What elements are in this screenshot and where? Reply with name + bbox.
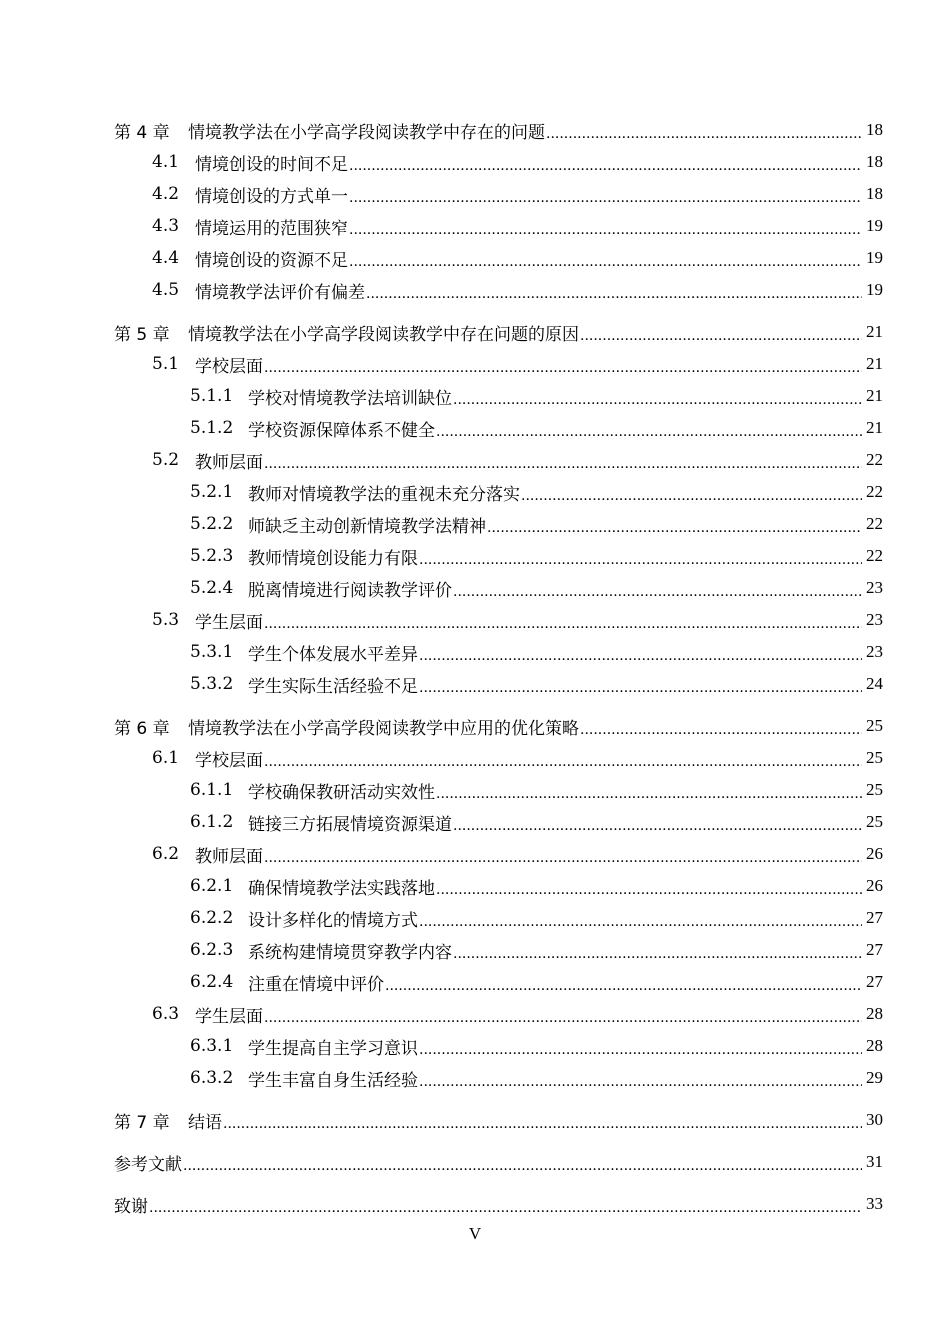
toc-subsection-entry[interactable]	[114, 934, 883, 966]
toc-entry-number: 5.1	[152, 354, 180, 374]
toc-subsection-entry[interactable]	[114, 476, 883, 508]
toc-entry-number: 5.2.3	[190, 546, 234, 566]
toc-entry-page: 18	[866, 184, 883, 203]
toc-dot-leader	[223, 1113, 862, 1131]
toc-entry-page: 23	[866, 642, 883, 661]
toc-dot-leader	[264, 357, 862, 375]
toc-entry-page: 25	[866, 780, 883, 799]
toc-entry-number: 4.3	[152, 216, 180, 236]
toc-dot-leader	[436, 783, 862, 801]
toc-entry-number: 5.3	[152, 610, 180, 630]
toc-entry-number: 6.2	[152, 844, 180, 864]
toc-chapter-entry[interactable]	[114, 1188, 883, 1220]
toc-entry-title: 情境创设的资源不足	[195, 250, 348, 271]
toc-subsection-entry[interactable]	[114, 806, 883, 838]
toc-dot-leader	[453, 943, 862, 961]
toc-entry-title: 教师对情境教学法的重视未充分落实	[248, 484, 520, 505]
toc-entry-number: 第 7 章	[114, 1112, 170, 1133]
toc-section-entry[interactable]	[114, 274, 883, 306]
toc-entry-title: 注重在情境中评价	[248, 974, 384, 995]
toc-subsection-entry[interactable]	[114, 902, 883, 934]
toc-entry-number: 6.1.2	[190, 812, 234, 832]
toc-section-entry[interactable]	[114, 742, 883, 774]
toc-entry-title: 结语	[188, 1112, 222, 1133]
toc-entry-page: 25	[866, 716, 883, 735]
toc-subsection-entry[interactable]	[114, 572, 883, 604]
toc-dot-leader	[349, 251, 862, 269]
toc-entry-page: 27	[866, 908, 883, 927]
toc-entry-page: 19	[866, 280, 883, 299]
toc-section-entry[interactable]	[114, 146, 883, 178]
toc-entry-number: 4.1	[152, 152, 180, 172]
toc-entry-number: 6.2.3	[190, 940, 234, 960]
toc-entry-page: 28	[866, 1036, 883, 1055]
toc-entry-page: 27	[866, 940, 883, 959]
toc-entry-title: 学生层面	[195, 612, 263, 633]
toc-chapter-entry[interactable]	[114, 710, 883, 742]
toc-entry-title: 学生实际生活经验不足	[248, 676, 418, 697]
toc-subsection-entry[interactable]	[114, 636, 883, 668]
toc-entry-number: 第 6 章	[114, 718, 170, 739]
toc-entry-title: 学校层面	[195, 750, 263, 771]
toc-dot-leader	[419, 677, 862, 695]
toc-entry-page: 26	[866, 876, 883, 895]
toc-dot-leader	[419, 549, 862, 567]
toc-section-entry[interactable]	[114, 444, 883, 476]
toc-entry-title: 情境运用的范围狭窄	[195, 218, 348, 239]
toc-entry-title: 确保情境教学法实践落地	[248, 878, 435, 899]
toc-dot-leader	[149, 1197, 862, 1215]
toc-entry-number: 4.5	[152, 280, 180, 300]
toc-entry-number: 6.2.1	[190, 876, 234, 896]
toc-section-entry[interactable]	[114, 348, 883, 380]
toc-entry-page: 21	[866, 354, 883, 373]
toc-subsection-entry[interactable]	[114, 668, 883, 700]
toc-chapter-entry[interactable]	[114, 1146, 883, 1178]
toc-subsection-entry[interactable]	[114, 966, 883, 998]
toc-entry-number: 6.3.2	[190, 1068, 234, 1088]
toc-entry-page: 33	[866, 1194, 883, 1213]
toc-entry-title: 教师层面	[195, 452, 263, 473]
toc-dot-leader	[349, 155, 862, 173]
toc-entry-number: 5.2	[152, 450, 180, 470]
toc-entry-page: 25	[866, 748, 883, 767]
toc-section-entry[interactable]	[114, 178, 883, 210]
toc-dot-leader	[419, 911, 862, 929]
toc-entry-title: 情境创设的方式单一	[195, 186, 348, 207]
toc-entry-title: 致谢	[114, 1196, 148, 1217]
toc-dot-leader	[419, 645, 862, 663]
toc-dot-leader	[487, 517, 862, 535]
toc-entry-page: 24	[866, 674, 883, 693]
toc-entry-number: 5.2.1	[190, 482, 234, 502]
toc-entry-title: 链接三方拓展情境资源渠道	[248, 814, 452, 835]
toc-entry-title: 师缺乏主动创新情境教学法精神	[248, 516, 486, 537]
toc-subsection-entry[interactable]	[114, 870, 883, 902]
toc-chapter-entry[interactable]	[114, 316, 883, 348]
toc-entry-number: 4.4	[152, 248, 180, 268]
toc-entry-page: 21	[866, 386, 883, 405]
toc-entry-number: 5.3.1	[190, 642, 234, 662]
toc-dot-leader	[349, 187, 862, 205]
toc-subsection-entry[interactable]	[114, 412, 883, 444]
toc-entry-page: 26	[866, 844, 883, 863]
toc-entry-page: 18	[866, 152, 883, 171]
toc-chapter-entry[interactable]	[114, 1104, 883, 1136]
toc-dot-leader	[453, 389, 862, 407]
toc-entry-title: 学生个体发展水平差异	[248, 644, 418, 665]
toc-entry-page: 19	[866, 248, 883, 267]
toc-entry-number: 5.2.2	[190, 514, 234, 534]
toc-subsection-entry[interactable]	[114, 508, 883, 540]
toc-entry-title: 学校层面	[195, 356, 263, 377]
toc-entry-page: 23	[866, 578, 883, 597]
toc-entry-page: 25	[866, 812, 883, 831]
toc-entry-title: 情境教学法评价有偏差	[195, 282, 365, 303]
toc-entry-number: 第 4 章	[114, 122, 170, 143]
toc-entry-title: 情境创设的时间不足	[195, 154, 348, 175]
toc-dot-leader	[264, 847, 862, 865]
toc-entry-number: 5.1.1	[190, 386, 234, 406]
toc-entry-title: 脱离情境进行阅读教学评价	[248, 580, 452, 601]
toc-subsection-entry[interactable]	[114, 380, 883, 412]
toc-entry-page: 22	[866, 482, 883, 501]
toc-dot-leader	[436, 421, 862, 439]
toc-dot-leader	[419, 1039, 862, 1057]
toc-dot-leader	[264, 1007, 862, 1025]
toc-subsection-entry[interactable]	[114, 1030, 883, 1062]
toc-section-entry[interactable]	[114, 604, 883, 636]
toc-subsection-entry[interactable]	[114, 1062, 883, 1094]
toc-entry-number: 5.1.2	[190, 418, 234, 438]
toc-dot-leader	[453, 815, 862, 833]
toc-entry-title: 学校确保教研活动实效性	[248, 782, 435, 803]
toc-entry-number: 6.1.1	[190, 780, 234, 800]
toc-entry-title: 教师层面	[195, 846, 263, 867]
page-number-footer: V	[468, 1224, 482, 1243]
toc-dot-leader	[546, 123, 862, 141]
toc-entry-page: 18	[866, 120, 883, 139]
toc-entry-number: 6.3	[152, 1004, 180, 1024]
toc-entry-page: 19	[866, 216, 883, 235]
toc-entry-page: 27	[866, 972, 883, 991]
toc-section-entry[interactable]	[114, 838, 883, 870]
toc-dot-leader	[183, 1155, 862, 1173]
toc-dot-leader	[264, 453, 862, 471]
toc-entry-title: 系统构建情境贯穿教学内容	[248, 942, 452, 963]
toc-section-entry[interactable]	[114, 210, 883, 242]
toc-dot-leader	[521, 485, 862, 503]
toc-dot-leader	[366, 283, 862, 301]
toc-dot-leader	[436, 879, 862, 897]
toc-entry-page: 21	[866, 322, 883, 341]
toc-entry-page: 22	[866, 450, 883, 469]
toc-dot-leader	[453, 581, 862, 599]
toc-entry-number: 5.2.4	[190, 578, 234, 598]
toc-entry-page: 23	[866, 610, 883, 629]
toc-dot-leader	[264, 613, 862, 631]
toc-entry-number: 6.2.4	[190, 972, 234, 992]
toc-entry-title: 设计多样化的情境方式	[248, 910, 418, 931]
toc-entry-title: 学生层面	[195, 1006, 263, 1027]
toc-entry-title: 学生提高自主学习意识	[248, 1038, 418, 1059]
toc-entry-number: 6.3.1	[190, 1036, 234, 1056]
toc-entry-title: 参考文献	[114, 1154, 182, 1175]
toc-entry-title: 学校对情境教学法培训缺位	[248, 388, 452, 409]
toc-entry-page: 22	[866, 514, 883, 533]
toc-subsection-entry[interactable]	[114, 774, 883, 806]
toc-entry-number: 6.2.2	[190, 908, 234, 928]
toc-entry-number: 4.2	[152, 184, 180, 204]
toc-entry-page: 31	[866, 1152, 883, 1171]
toc-section-entry[interactable]	[114, 998, 883, 1030]
toc-dot-leader	[419, 1071, 862, 1089]
toc-entry-title: 情境教学法在小学高学段阅读教学中应用的优化策略	[188, 718, 579, 739]
toc-dot-leader	[580, 325, 862, 343]
toc-entry-title: 教师情境创设能力有限	[248, 548, 418, 569]
toc-entry-number: 6.1	[152, 748, 180, 768]
toc-entry-page: 22	[866, 546, 883, 565]
toc-dot-leader	[349, 219, 862, 237]
toc-entry-page: 21	[866, 418, 883, 437]
toc-entry-number: 第 5 章	[114, 324, 170, 345]
toc-dot-leader	[385, 975, 862, 993]
toc-entry-number: 5.3.2	[190, 674, 234, 694]
toc-entry-title: 情境教学法在小学高学段阅读教学中存在的问题	[188, 122, 545, 143]
toc-entry-page: 30	[866, 1110, 883, 1129]
toc-subsection-entry[interactable]	[114, 540, 883, 572]
toc-entry-page: 28	[866, 1004, 883, 1023]
toc-chapter-entry[interactable]	[114, 114, 883, 146]
toc-entry-page: 29	[866, 1068, 883, 1087]
toc-section-entry[interactable]	[114, 242, 883, 274]
toc-entry-title: 学生丰富自身生活经验	[248, 1070, 418, 1091]
toc-entry-title: 学校资源保障体系不健全	[248, 420, 435, 441]
toc-dot-leader	[264, 751, 862, 769]
toc-entry-title: 情境教学法在小学高学段阅读教学中存在问题的原因	[188, 324, 579, 345]
toc-dot-leader	[580, 719, 862, 737]
